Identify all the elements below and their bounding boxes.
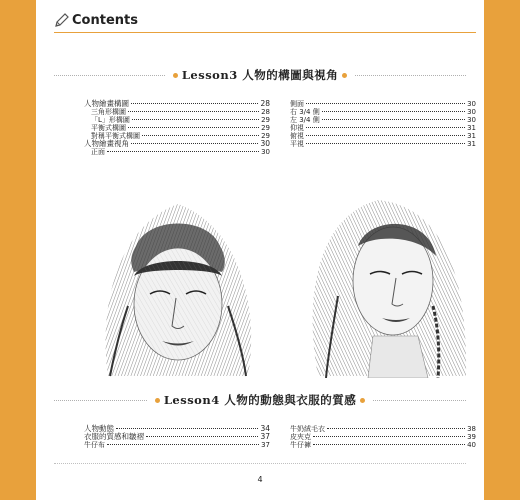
- divider: [373, 400, 466, 401]
- header-divider: [54, 32, 476, 33]
- toc-entry[interactable]: 平視 31: [290, 140, 476, 148]
- portrait-sketch-right: [298, 186, 478, 378]
- toc-entry[interactable]: 正面 30: [91, 148, 270, 156]
- lesson4-toc-right: [290, 425, 476, 449]
- bullet-dot: [173, 73, 178, 78]
- toc-entry[interactable]: 仰視 31: [290, 124, 476, 132]
- pencil-icon: [54, 12, 70, 28]
- portrait-sketch-left: [88, 186, 268, 378]
- bullet-dot: [360, 398, 365, 403]
- toc-entry[interactable]: 人物動態 34: [84, 424, 270, 433]
- toc-entry[interactable]: 右 3/4 側 30: [290, 108, 476, 116]
- divider: [355, 75, 466, 76]
- right-orange-border: [484, 0, 520, 500]
- toc-entry[interactable]: 「L」形構圖 29: [91, 116, 270, 124]
- toc-entry[interactable]: 牛奶絨毛衣 38: [290, 425, 476, 433]
- contents-header: [54, 12, 138, 28]
- lesson4-heading: [54, 390, 466, 410]
- lesson3-title: Lesson3 人物的構圖與視角: [181, 68, 339, 82]
- toc-entry[interactable]: 皮夾克 39: [290, 433, 476, 441]
- bottom-divider: [54, 463, 466, 464]
- contents-page: [36, 0, 484, 500]
- toc-entry[interactable]: 牛仔褲 40: [290, 441, 476, 449]
- divider: [54, 75, 165, 76]
- toc-entry[interactable]: 左 3/4 側 30: [290, 116, 476, 124]
- lesson4-toc-left: [84, 425, 270, 449]
- lesson3-toc-left: [84, 100, 270, 156]
- lesson3-heading: [54, 65, 466, 85]
- divider: [54, 400, 147, 401]
- left-orange-border: [0, 0, 36, 500]
- toc-entry[interactable]: 對稱平衡式構圖 29: [91, 132, 270, 140]
- bullet-dot: [342, 73, 347, 78]
- lesson4-title: Lesson4 人物的動態與衣服的質感: [163, 393, 357, 407]
- bullet-dot: [155, 398, 160, 403]
- page-number: 4: [257, 475, 263, 484]
- toc-entry[interactable]: 俯視 31: [290, 132, 476, 140]
- toc-entry[interactable]: 人物繪畫構圖 28: [84, 99, 270, 108]
- toc-entry[interactable]: 平衡式構圖 29: [91, 124, 270, 132]
- page-title: Contents: [72, 12, 138, 28]
- lesson3-toc-right: [290, 100, 476, 148]
- toc-entry[interactable]: 人物繪畫視角 30: [84, 139, 270, 148]
- toc-entry[interactable]: 三角形構圖 28: [91, 108, 270, 116]
- toc-entry[interactable]: 衣服的質感和皺褶 37: [84, 432, 270, 441]
- toc-entry[interactable]: 牛仔布 37: [84, 441, 270, 449]
- toc-entry[interactable]: 側面 30: [290, 100, 476, 108]
